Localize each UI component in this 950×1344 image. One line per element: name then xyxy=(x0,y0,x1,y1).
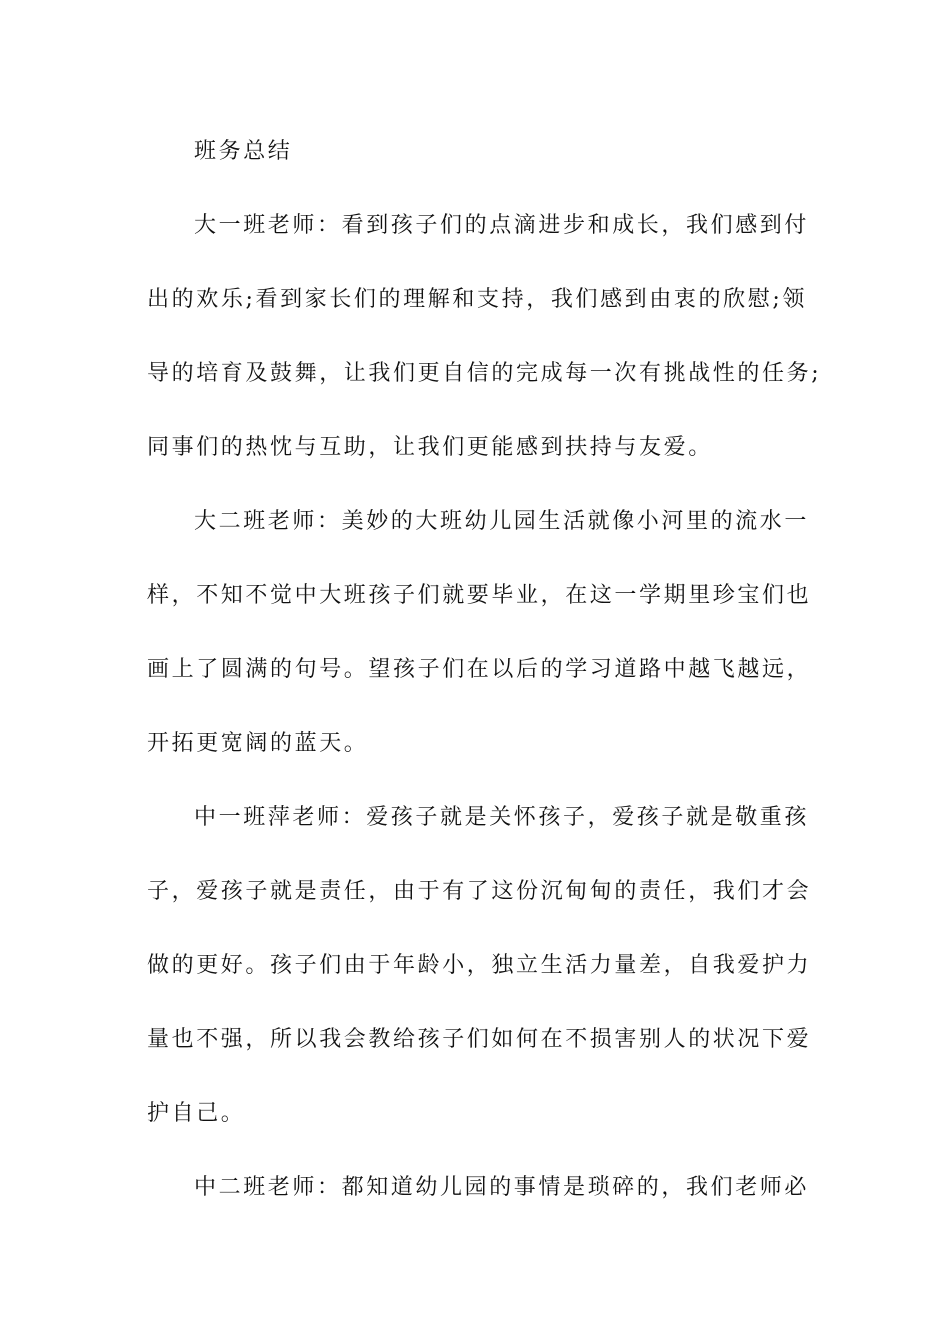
paragraph-line: 中二班老师：都知道幼儿园的事情是琐碎的，我们老师必 xyxy=(194,1175,810,1200)
paragraph-line: 量也不强，所以我会教给孩子们如何在不损害别人的状况下爱 xyxy=(147,1027,812,1052)
paragraph-line: 做的更好。孩子们由于年龄小，独立生活力量差，自我爱护力 xyxy=(147,953,812,978)
paragraph-line: 开拓更宽阔的蓝天。 xyxy=(147,731,369,756)
paragraph-line: 大二班老师：美妙的大班幼儿园生活就像小河里的流水一 xyxy=(194,509,810,534)
paragraph-line: 样，不知不觉中大班孩子们就要毕业，在这一学期里珍宝们也 xyxy=(147,583,812,608)
document-title: 班务总结 xyxy=(194,139,293,164)
paragraph-line: 出的欢乐;看到家长们的理解和支持，我们感到由衷的欣慰;领 xyxy=(147,287,807,312)
paragraph-line: 中一班萍老师：爱孩子就是关怀孩子，爱孩子就是敬重孩 xyxy=(194,805,810,830)
paragraph-line: 画上了圆满的句号。望孩子们在以后的学习道路中越飞越远， xyxy=(147,657,812,682)
paragraph-line: 子，爱孩子就是责任，由于有了这份沉甸甸的责任，我们才会 xyxy=(147,879,812,904)
paragraph-line: 护自己。 xyxy=(147,1101,246,1126)
paragraph-line: 导的培育及鼓舞，让我们更自信的完成每一次有挑战性的任务; xyxy=(147,361,822,386)
paragraph-line: 同事们的热忱与互助，让我们更能感到扶持与友爱。 xyxy=(147,435,713,460)
paragraph-line: 大一班老师：看到孩子们的点滴进步和成长，我们感到付 xyxy=(194,213,810,238)
